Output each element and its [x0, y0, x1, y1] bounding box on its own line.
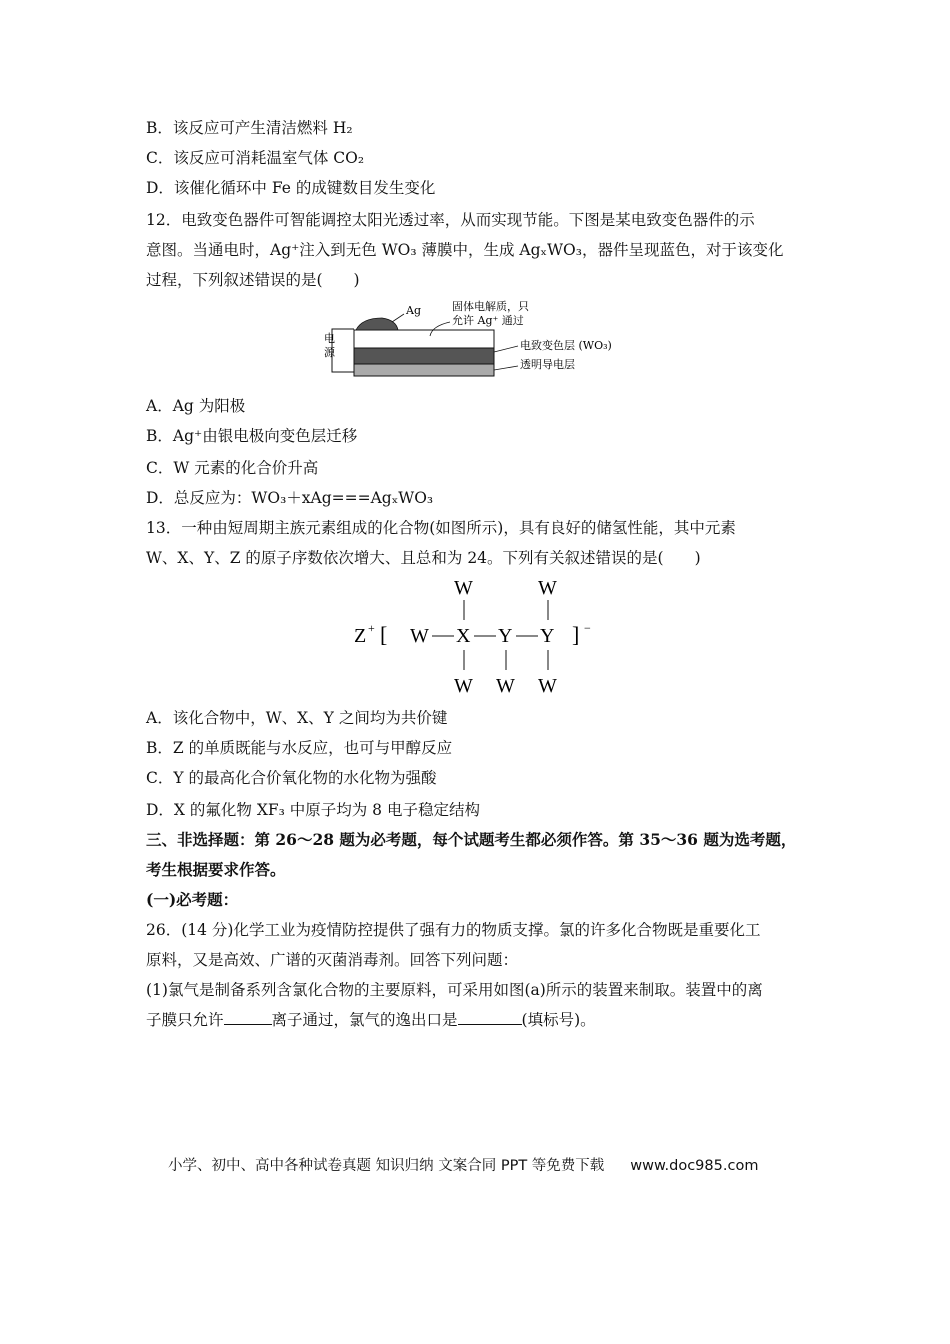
question-12-line-2: 意图。当通电时，Ag⁺注入到无色 WO₃ 薄膜中，生成 AgₓWO₃，器件呈现蓝色，对于该变化	[146, 241, 784, 259]
power-label-1: 电	[324, 332, 335, 345]
question-12-line-1: 12．电致变色器件可智能调控太阳光透过率，从而实现节能。下图是某电致变色器件的示	[146, 211, 755, 229]
required-questions-heading: (一)必考题：	[146, 890, 239, 909]
atom-w-top-1: W	[454, 577, 473, 599]
wo3-label: 电致变色层 (WO₃)	[520, 339, 612, 352]
atom-w-bottom-2: W	[496, 675, 515, 697]
question-26-line-4	[146, 1010, 596, 1030]
atom-w-bottom-1: W	[454, 675, 473, 697]
question-12-option-d: D．总反应为：WO₃＋xAg===AgₓWO₃	[146, 489, 434, 507]
answer-blank-ion[interactable]	[224, 1010, 272, 1025]
footer-url[interactable]: www.doc985.com	[630, 1158, 759, 1174]
section-3-heading: 三、非选择题：第 26～28 题为必考题，每个试题考生都必须作答。第 35～36 题为选考题，	[146, 830, 797, 849]
option-c-prev: C．该反应可消耗温室气体 CO₂	[146, 149, 365, 167]
footer-text: 小学、初中、高中各种试卷真题 知识归纳 文案合同 PPT 等免费下载	[168, 1158, 605, 1174]
left-bracket: [	[380, 622, 388, 647]
option-d-prev: D．该催化循环中 Fe 的成键数目发生变化	[146, 179, 436, 197]
question-12-line-3: 过程，下列叙述错误的是( )	[146, 271, 360, 289]
q26-text-a: 子膜只允许	[146, 1011, 224, 1029]
electrolyte-label-2: 允许 Ag⁺ 通过	[452, 314, 524, 327]
electrolyte-label-1: 固体电解质，只	[452, 300, 529, 313]
question-26-line-3: (1)氯气是制备系列含氯化合物的主要原料，可采用如图(a)所示的装置来制取。装置中的离	[146, 981, 763, 999]
wo3-layer	[354, 348, 494, 364]
atom-w-top-2: W	[538, 577, 557, 599]
z-charge: +	[368, 621, 375, 635]
power-label-2: 源	[324, 346, 335, 359]
q26-text-b: 离子通过，氯气的逸出口是	[271, 1011, 458, 1029]
right-bracket: ]	[572, 622, 580, 647]
question-13-option-d: D．X 的氟化物 XF₃ 中原子均为 8 电子稳定结构	[146, 801, 480, 819]
question-13-line-1: 13．一种由短周期主族元素组成的化合物(如图所示)，具有良好的储氢性能，其中元素	[146, 519, 736, 537]
anion-charge: −	[584, 621, 591, 635]
option-b-prev: B．该反应可产生清洁燃料 H₂	[146, 119, 353, 137]
page-footer	[168, 1154, 758, 1175]
conductive-label: 透明导电层	[520, 358, 575, 371]
question-12-option-c: C．W 元素的化合价升高	[146, 459, 319, 477]
question-13-option-c: C．Y 的最高化合价氧化物的水化物为强酸	[146, 769, 437, 787]
section-3-heading-cont: 考生根据要求作答。	[146, 860, 286, 879]
question-13-line-2: W、X、Y、Z 的原子序数依次增大、且总和为 24。下列有关叙述错误的是( )	[146, 549, 701, 567]
question-12-option-b: B．Ag⁺由银电极向变色层迁移	[146, 427, 358, 445]
atom-y-1: Y	[498, 625, 513, 647]
ag-electrode	[356, 318, 398, 330]
atom-x: X	[456, 625, 471, 647]
question-26-line-2: 原料，又是高效、广谱的灭菌消毒剂。回答下列问题：	[146, 951, 519, 969]
ag-label: Ag	[406, 304, 421, 317]
structural-formula-diagram	[340, 572, 610, 700]
electrolyte-layer	[354, 330, 494, 348]
question-13-option-a: A．该化合物中，W、X、Y 之间均为共价键	[146, 709, 448, 727]
answer-blank-outlet[interactable]	[458, 1010, 522, 1025]
atom-w-left: W	[410, 625, 429, 647]
question-13-option-b: B．Z 的单质既能与水反应，也可与甲醇反应	[146, 739, 453, 757]
q26-text-c: (填标号)。	[521, 1011, 596, 1029]
conductive-layer	[354, 364, 494, 376]
electrochromic-device-diagram	[300, 296, 640, 386]
atom-y-2: Y	[540, 625, 555, 647]
atom-w-bottom-3: W	[538, 675, 557, 697]
question-26-line-1: 26．(14 分)化学工业为疫情防控提供了强有力的物质支撑。氯的许多化合物既是重要化工	[146, 921, 761, 939]
question-12-option-a: A．Ag 为阳极	[146, 397, 246, 415]
atom-z: Z	[354, 625, 367, 647]
